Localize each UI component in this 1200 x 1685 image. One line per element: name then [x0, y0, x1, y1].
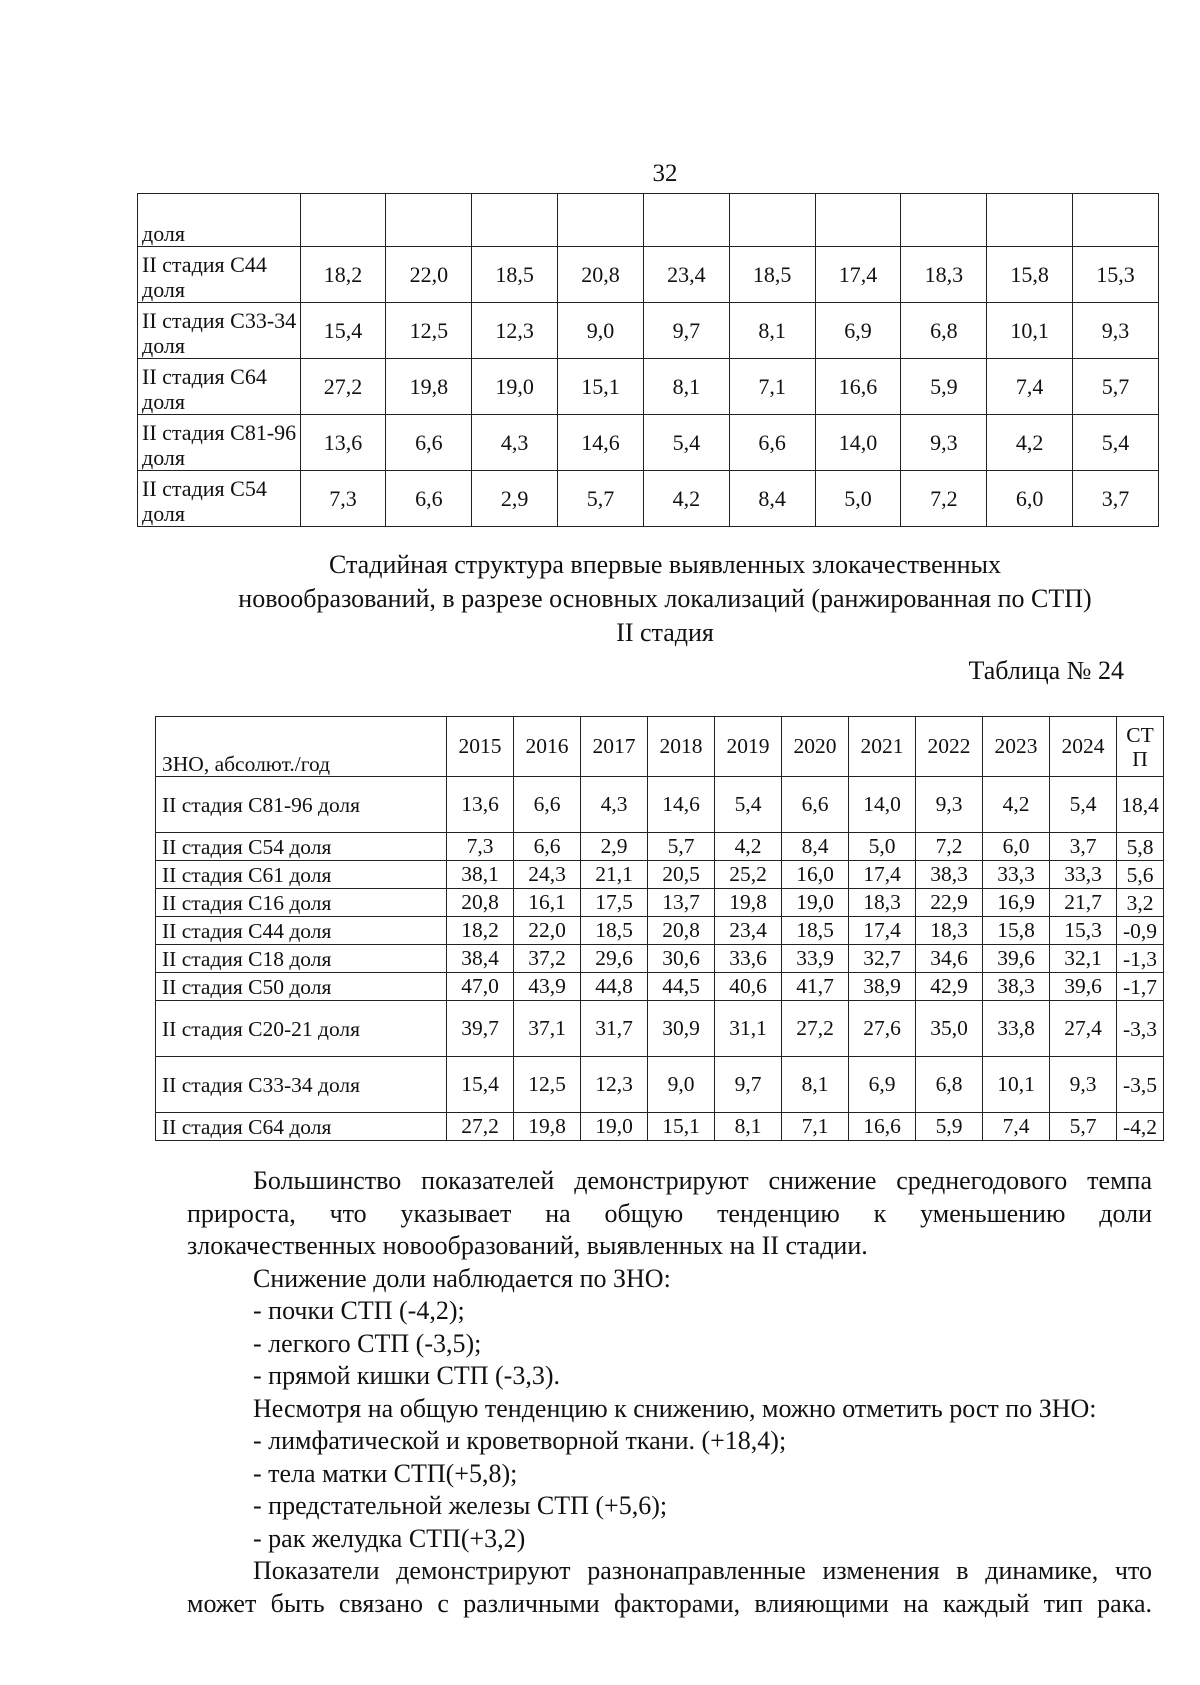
row-label: доля: [138, 194, 301, 247]
table-row: [156, 973, 1164, 1001]
year-header: 2024: [1050, 717, 1117, 777]
value-cell: 16,6: [849, 1113, 916, 1141]
value-cell: 18,3: [849, 889, 916, 917]
value-cell: 19,0: [472, 359, 558, 415]
value-cell: 7,3: [300, 471, 386, 527]
value-cell: 15,4: [447, 1057, 514, 1113]
value-cell: 4,3: [581, 777, 648, 833]
value-cell: 15,1: [648, 1113, 715, 1141]
value-cell: 9,3: [1050, 1057, 1117, 1113]
year-header: 2016: [514, 717, 581, 777]
value-cell: 32,1: [1050, 945, 1117, 973]
value-cell: 47,0: [447, 973, 514, 1001]
value-cell: 8,1: [729, 303, 815, 359]
value-cell: 16,1: [514, 889, 581, 917]
value-cell: 6,6: [514, 833, 581, 861]
table-row: [138, 247, 1159, 303]
value-cell: 4,2: [987, 415, 1073, 471]
value-cell: 22,9: [916, 889, 983, 917]
table-caption-line-2: новообразований, в разрезе основных локализаций (ранжированная по СТП): [238, 584, 1092, 613]
closing-line: может быть связано с различными факторами, влияющими на каждый тип рака.: [187, 1588, 1152, 1618]
table-row: [156, 833, 1164, 861]
value-cell: 38,3: [983, 973, 1050, 1001]
value-cell: 32,7: [849, 945, 916, 973]
value-cell: 33,8: [983, 1001, 1050, 1057]
value-cell: 6,6: [782, 777, 849, 833]
increase-intro: Несмотря на общую тенденцию к снижению, можно отметить рост по ЗНО:: [253, 1393, 1097, 1423]
value-cell: 19,0: [782, 889, 849, 917]
value-cell: 20,5: [648, 861, 715, 889]
value-cell: 44,8: [581, 973, 648, 1001]
value-cell: 5,7: [558, 471, 644, 527]
value-cell: 5,9: [901, 359, 987, 415]
value-cell: 10,1: [987, 303, 1073, 359]
value-cell: 17,4: [849, 917, 916, 945]
value-cell: 12,5: [514, 1057, 581, 1113]
row-label: II стадия С44 доля: [156, 917, 447, 945]
value-cell: 16,0: [782, 861, 849, 889]
value-cell: 31,7: [581, 1001, 648, 1057]
value-cell: 7,4: [987, 359, 1073, 415]
value-cell: 22,0: [386, 247, 472, 303]
value-cell: 10,1: [983, 1057, 1050, 1113]
list-item: - предстательной железы СТП (+5,6);: [253, 1491, 668, 1520]
value-cell: 14,6: [648, 777, 715, 833]
value-cell: 24,3: [514, 861, 581, 889]
row-label: II стадия С64 доля: [138, 359, 301, 415]
value-cell: 27,2: [300, 359, 386, 415]
value-cell: 17,4: [815, 247, 901, 303]
value-cell: 5,9: [916, 1113, 983, 1141]
value-cell: 38,1: [447, 861, 514, 889]
row-label: II стадия С20-21 доля: [156, 1001, 447, 1057]
value-cell: 9,7: [715, 1057, 782, 1113]
value-cell: 21,1: [581, 861, 648, 889]
continued-table: [137, 193, 1159, 527]
value-cell: 33,6: [715, 945, 782, 973]
row-label: II стадия С44 доля: [138, 247, 301, 303]
value-cell: 18,2: [300, 247, 386, 303]
value-cell: 25,2: [715, 861, 782, 889]
value-cell: 19,0: [581, 1113, 648, 1141]
value-cell: 5,0: [849, 833, 916, 861]
stp-cell: 5,6: [1117, 861, 1164, 889]
value-cell: 20,8: [648, 917, 715, 945]
value-cell: 17,4: [849, 861, 916, 889]
value-cell: 38,9: [849, 973, 916, 1001]
stp-cell: 5,8: [1117, 833, 1164, 861]
list-item: - рак желудка СТП(+3,2): [253, 1523, 526, 1553]
table-row: [156, 1057, 1164, 1113]
stp-cell: -1,3: [1117, 945, 1164, 973]
year-header: 2019: [715, 717, 782, 777]
value-cell: 19,8: [514, 1113, 581, 1141]
table-header-row: [156, 717, 1164, 777]
value-cell: 37,1: [514, 1001, 581, 1057]
value-cell: 5,7: [648, 833, 715, 861]
value-cell: 5,4: [1050, 777, 1117, 833]
stp-cell: 3,2: [1117, 889, 1164, 917]
stp-cell: -3,5: [1117, 1057, 1164, 1113]
value-cell: 5,4: [1073, 415, 1159, 471]
value-cell: 5,7: [1050, 1113, 1117, 1141]
value-cell: 15,3: [1050, 917, 1117, 945]
value-cell: 18,5: [581, 917, 648, 945]
value-cell: 18,5: [729, 247, 815, 303]
row-label: II стадия С54 доля: [138, 471, 301, 527]
value-cell: 6,0: [987, 471, 1073, 527]
row-label: II стадия С50 доля: [156, 973, 447, 1001]
paragraph-line: злокачественных новообразований, выявленных на II стадии.: [187, 1231, 868, 1260]
value-cell: 13,7: [648, 889, 715, 917]
list-item: - тела матки СТП(+5,8);: [253, 1458, 518, 1488]
value-cell: 41,7: [782, 973, 849, 1001]
row-label: II стадия С54 доля: [156, 833, 447, 861]
value-cell: 21,7: [1050, 889, 1117, 917]
value-cell: 39,7: [447, 1001, 514, 1057]
value-cell: 18,5: [782, 917, 849, 945]
value-cell: 8,1: [715, 1113, 782, 1141]
value-cell: 15,8: [983, 917, 1050, 945]
value-cell: 34,6: [916, 945, 983, 973]
value-cell: 19,8: [386, 359, 472, 415]
value-cell: 7,4: [983, 1113, 1050, 1141]
value-cell: 43,9: [514, 973, 581, 1001]
stp-cell: 18,4: [1117, 777, 1164, 833]
value-cell: 15,1: [558, 359, 644, 415]
value-cell: 9,7: [643, 303, 729, 359]
stp-cell: -1,7: [1117, 973, 1164, 1001]
value-cell: 12,3: [581, 1057, 648, 1113]
value-cell: 40,6: [715, 973, 782, 1001]
stage-structure-table: [155, 716, 1164, 1141]
value-cell: 9,3: [901, 415, 987, 471]
value-cell: 4,2: [715, 833, 782, 861]
row-label: II стадия С64 доля: [156, 1113, 447, 1141]
stp-cell: -0,9: [1117, 917, 1164, 945]
row-label: II стадия С61 доля: [156, 861, 447, 889]
value-cell: 20,8: [447, 889, 514, 917]
stp-cell: -4,2: [1117, 1113, 1164, 1141]
year-header: 2018: [648, 717, 715, 777]
value-cell: 6,8: [916, 1057, 983, 1113]
value-cell: 18,3: [901, 247, 987, 303]
column-header-label: ЗНО, абсолют./год: [156, 717, 447, 777]
value-cell: 15,3: [1073, 247, 1159, 303]
table-row: [156, 777, 1164, 833]
value-cell: 18,2: [447, 917, 514, 945]
table-row: [138, 471, 1159, 527]
value-cell: 8,4: [729, 471, 815, 527]
row-label: II стадия С33-34 доля: [156, 1057, 447, 1113]
value-cell: 27,2: [782, 1001, 849, 1057]
value-cell: 31,1: [715, 1001, 782, 1057]
value-cell: 38,3: [916, 861, 983, 889]
value-cell: 9,0: [648, 1057, 715, 1113]
year-header: 2021: [849, 717, 916, 777]
list-item: - прямой кишки СТП (-3,3).: [253, 1361, 560, 1390]
table-row: [138, 303, 1159, 359]
value-cell: 3,7: [1073, 471, 1159, 527]
value-cell: 6,9: [815, 303, 901, 359]
value-cell: 27,6: [849, 1001, 916, 1057]
value-cell: 30,9: [648, 1001, 715, 1057]
value-cell: 7,3: [447, 833, 514, 861]
value-cell: 42,9: [916, 973, 983, 1001]
paragraph-line: прироста, что указывает на общую тенденцию к уменьшению доли: [187, 1198, 1152, 1228]
value-cell: 5,7: [1073, 359, 1159, 415]
table-caption-line-3: II стадия: [616, 618, 714, 647]
table-row: [156, 917, 1164, 945]
value-cell: 6,8: [901, 303, 987, 359]
row-label: II стадия С18 доля: [156, 945, 447, 973]
value-cell: 38,4: [447, 945, 514, 973]
table-row: [156, 889, 1164, 917]
value-cell: 35,0: [916, 1001, 983, 1057]
value-cell: 16,9: [983, 889, 1050, 917]
value-cell: 33,3: [1050, 861, 1117, 889]
value-cell: 4,2: [643, 471, 729, 527]
value-cell: 33,9: [782, 945, 849, 973]
table-row: [156, 945, 1164, 973]
year-header: 2020: [782, 717, 849, 777]
value-cell: 23,4: [643, 247, 729, 303]
value-cell: 8,1: [643, 359, 729, 415]
year-header: 2023: [983, 717, 1050, 777]
value-cell: 14,0: [849, 777, 916, 833]
value-cell: 9,0: [558, 303, 644, 359]
value-cell: 33,3: [983, 861, 1050, 889]
stp-cell: -3,3: [1117, 1001, 1164, 1057]
value-cell: 20,8: [558, 247, 644, 303]
table-number: Таблица № 24: [968, 656, 1124, 685]
table-row: [138, 359, 1159, 415]
row-label: II стадия С33-34 доля: [138, 303, 301, 359]
table-row: [156, 861, 1164, 889]
value-cell: 6,6: [386, 415, 472, 471]
table-row: [138, 194, 1159, 247]
table-caption-line-1: Стадийная структура впервые выявленных злокачественных: [329, 550, 1001, 579]
year-header: 2022: [916, 717, 983, 777]
value-cell: 15,4: [300, 303, 386, 359]
value-cell: 14,0: [815, 415, 901, 471]
row-label: II стадия С16 доля: [156, 889, 447, 917]
table-row: [138, 415, 1159, 471]
closing-line: Показатели демонстрируют разнонаправленные изменения в динамике, что: [253, 1556, 1152, 1585]
value-cell: 6,0: [983, 833, 1050, 861]
value-cell: 12,5: [386, 303, 472, 359]
value-cell: 39,6: [983, 945, 1050, 973]
year-header: 2017: [581, 717, 648, 777]
value-cell: 27,4: [1050, 1001, 1117, 1057]
body-text: [187, 1165, 1152, 1620]
row-label: II стадия С81-96 доля: [138, 415, 301, 471]
value-cell: 13,6: [300, 415, 386, 471]
value-cell: 2,9: [581, 833, 648, 861]
value-cell: 7,2: [901, 471, 987, 527]
table-row: [156, 1113, 1164, 1141]
value-cell: 37,2: [514, 945, 581, 973]
value-cell: 14,6: [558, 415, 644, 471]
value-cell: 9,3: [916, 777, 983, 833]
value-cell: 6,6: [386, 471, 472, 527]
row-label: II стадия С81-96 доля: [156, 777, 447, 833]
value-cell: 9,3: [1073, 303, 1159, 359]
value-cell: 12,3: [472, 303, 558, 359]
value-cell: 5,0: [815, 471, 901, 527]
paragraph-line: Большинство показателей демонстрируют снижение среднегодового темпа: [253, 1166, 1152, 1195]
value-cell: 4,2: [983, 777, 1050, 833]
value-cell: 2,9: [472, 471, 558, 527]
value-cell: 13,6: [447, 777, 514, 833]
value-cell: 18,3: [916, 917, 983, 945]
value-cell: 5,4: [643, 415, 729, 471]
value-cell: 17,5: [581, 889, 648, 917]
value-cell: 18,5: [472, 247, 558, 303]
stp-header: СТ П: [1117, 717, 1164, 777]
value-cell: 8,4: [782, 833, 849, 861]
value-cell: 44,5: [648, 973, 715, 1001]
value-cell: 5,4: [715, 777, 782, 833]
list-item: - почки СТП (-4,2);: [253, 1296, 465, 1325]
value-cell: 19,8: [715, 889, 782, 917]
list-item: - лимфатической и кроветворной ткани. (+18,4);: [253, 1426, 787, 1455]
value-cell: 23,4: [715, 917, 782, 945]
table-row: [156, 1001, 1164, 1057]
value-cell: 29,6: [581, 945, 648, 973]
decrease-intro: Снижение доли наблюдается по ЗНО:: [253, 1263, 671, 1293]
page-number: 32: [652, 160, 678, 187]
value-cell: 3,7: [1050, 833, 1117, 861]
value-cell: 7,1: [782, 1113, 849, 1141]
value-cell: 6,6: [514, 777, 581, 833]
year-header: 2015: [447, 717, 514, 777]
value-cell: 27,2: [447, 1113, 514, 1141]
value-cell: 39,6: [1050, 973, 1117, 1001]
value-cell: 6,9: [849, 1057, 916, 1113]
value-cell: 16,6: [815, 359, 901, 415]
value-cell: 7,2: [916, 833, 983, 861]
value-cell: 8,1: [782, 1057, 849, 1113]
value-cell: 4,3: [472, 415, 558, 471]
value-cell: 30,6: [648, 945, 715, 973]
value-cell: 15,8: [987, 247, 1073, 303]
value-cell: 7,1: [729, 359, 815, 415]
list-item: - легкого СТП (-3,5);: [253, 1328, 482, 1358]
value-cell: 22,0: [514, 917, 581, 945]
value-cell: 6,6: [729, 415, 815, 471]
